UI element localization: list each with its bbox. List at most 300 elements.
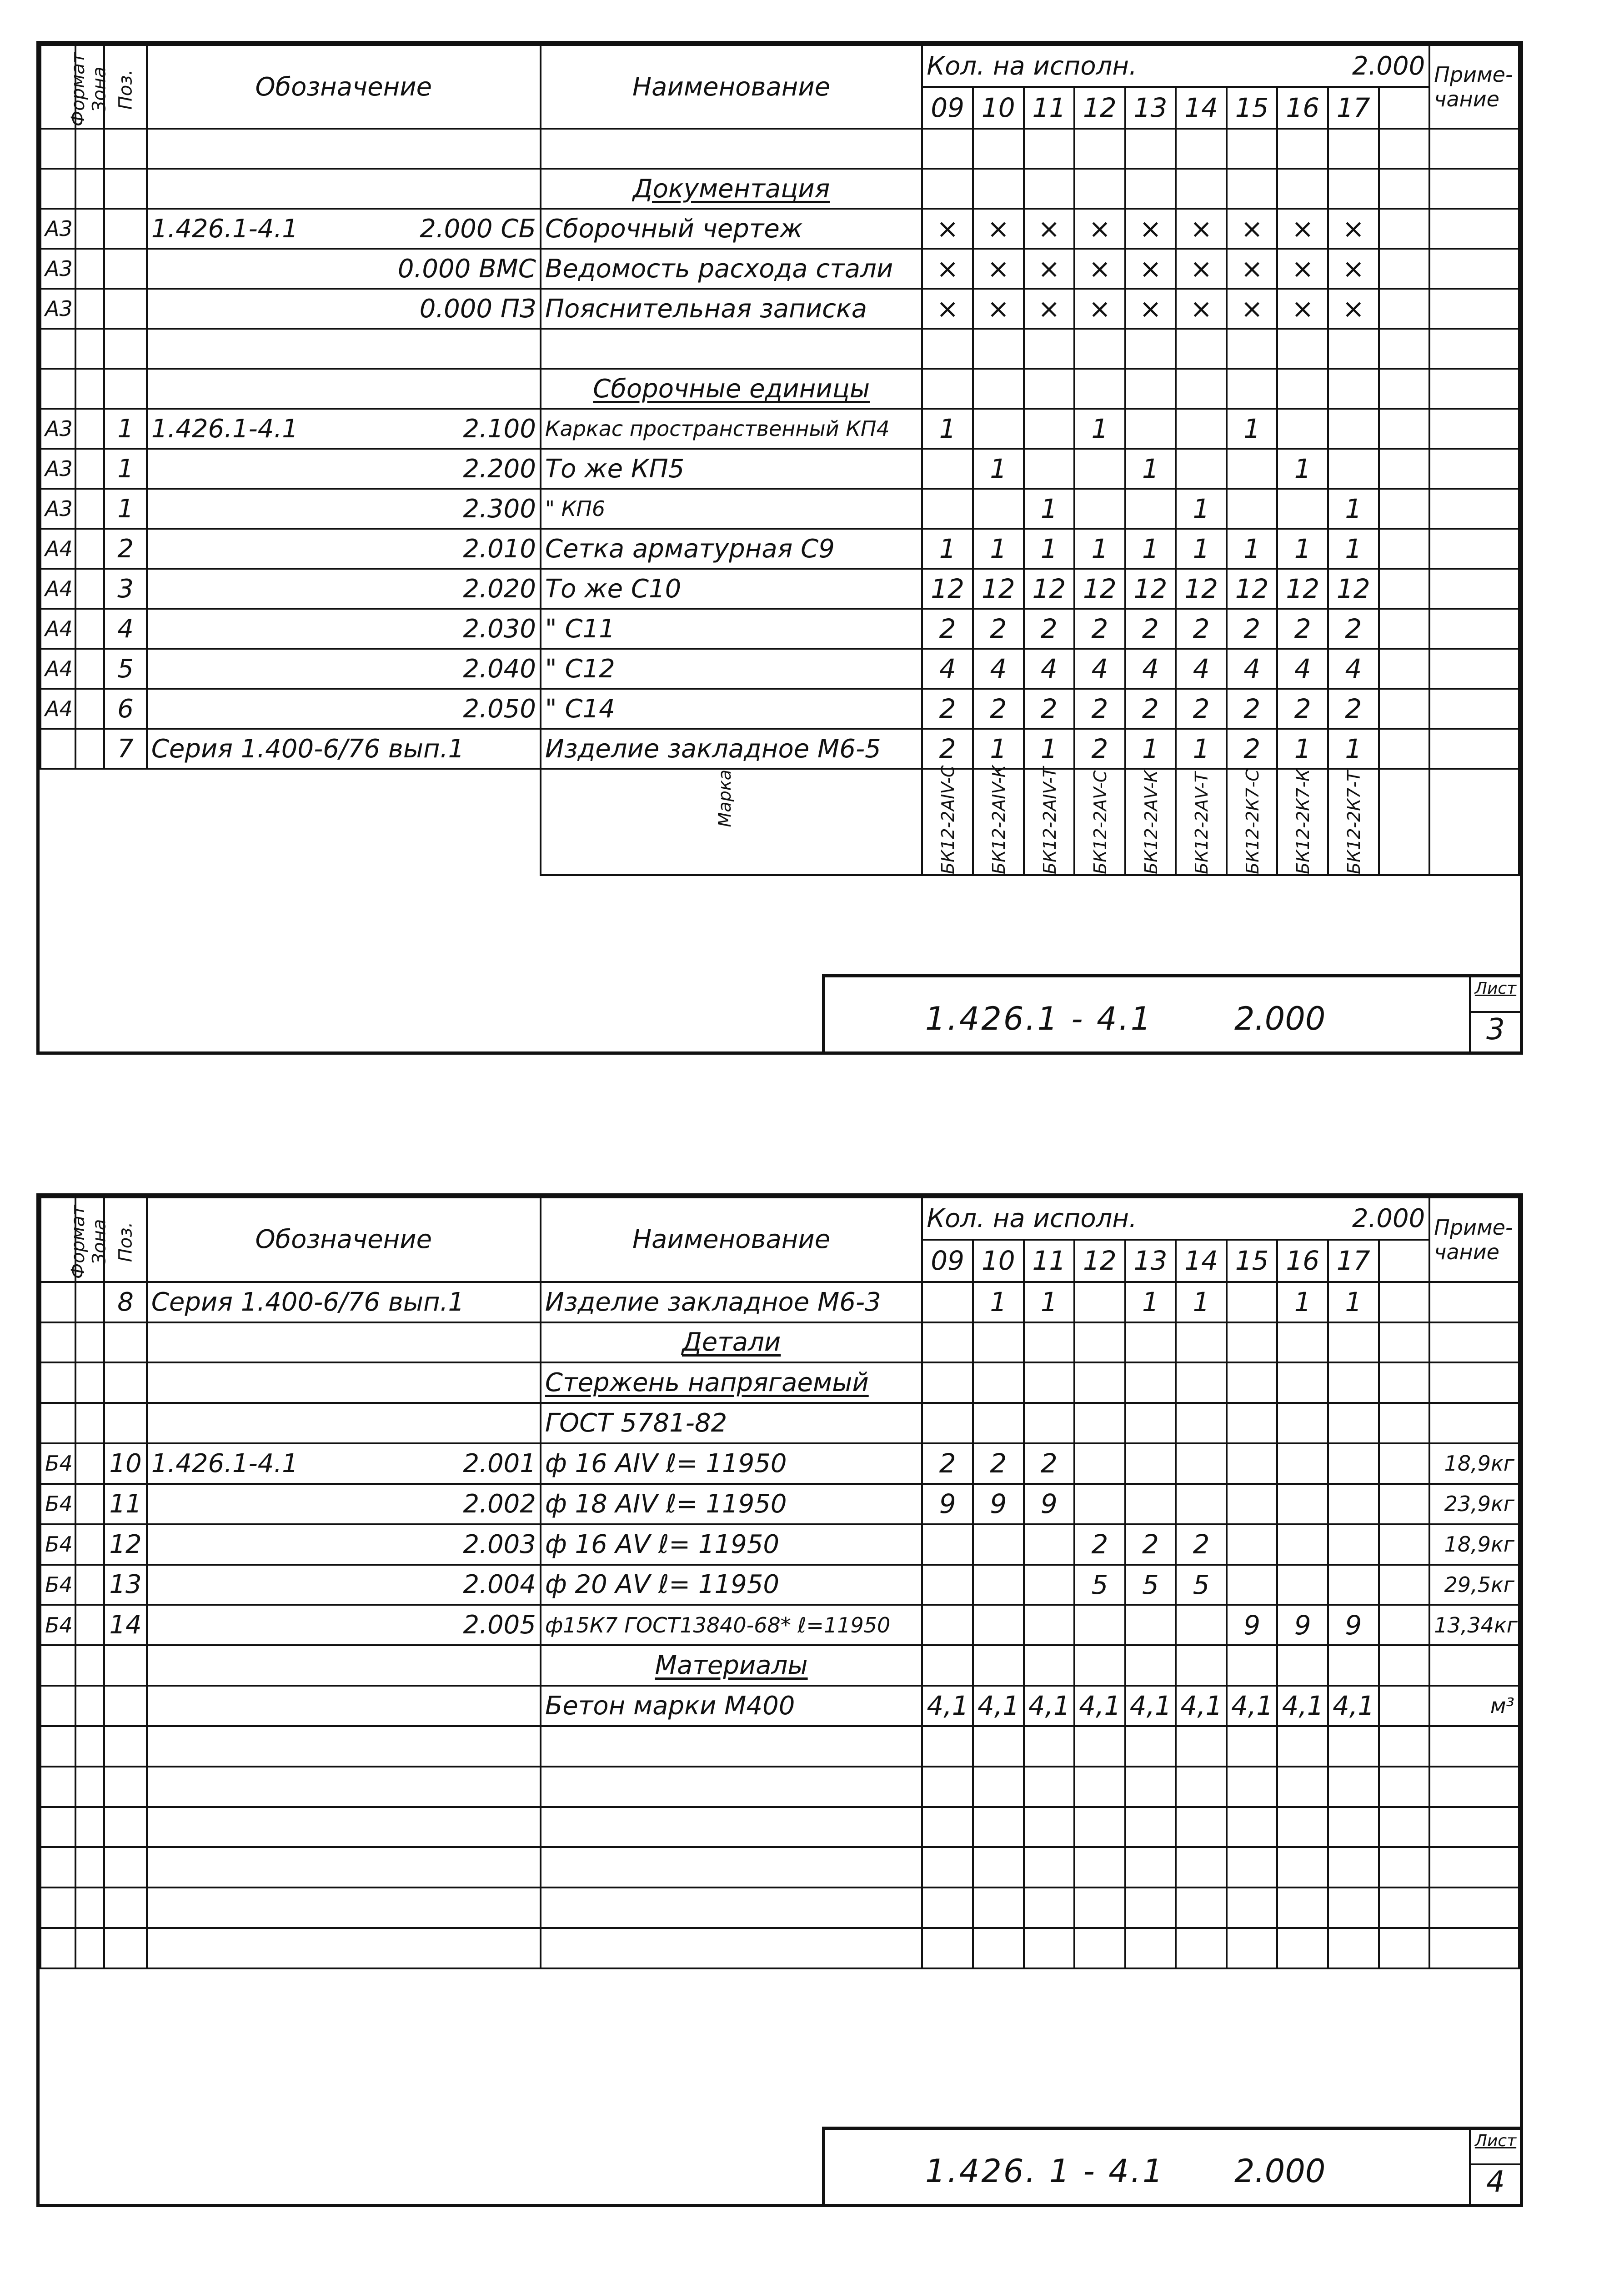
- header-qty-version: 2.000: [1352, 51, 1425, 81]
- qty-cell: ×: [922, 249, 973, 289]
- qty-cell: [1125, 169, 1176, 209]
- qty-cell: [1074, 1362, 1125, 1403]
- qty-cell: [1024, 1605, 1075, 1645]
- sheet-number: 3: [1471, 1011, 1520, 1087]
- designation-suffix: 0.000 ВМС: [397, 254, 536, 284]
- table-row: [40, 1847, 1519, 1887]
- marks-label-cell: [541, 769, 922, 875]
- qty-cell: 9: [1328, 1605, 1379, 1645]
- designation-suffix: 2.004: [463, 1570, 536, 1600]
- designation-cell: [147, 1322, 541, 1363]
- qty-cell: [1379, 129, 1430, 169]
- name-cell: Бетон марки М400: [541, 1686, 922, 1726]
- table-row: [40, 169, 1519, 209]
- format-cell: А3: [40, 289, 75, 329]
- qty-cell: 2: [1328, 689, 1379, 729]
- qty-cell: 1: [973, 529, 1024, 569]
- header-name: Наименование: [541, 1197, 922, 1282]
- qty-cell: [1074, 1887, 1125, 1928]
- qty-cell: ×: [1125, 209, 1176, 249]
- qty-cell: 12: [1074, 569, 1125, 609]
- name-cell: Стержень напрягаемый: [541, 1362, 922, 1403]
- format-cell: [40, 1322, 75, 1363]
- mark-cell: [1277, 769, 1328, 875]
- qty-cell: 5: [1074, 1565, 1125, 1605]
- qty-cell: [1379, 1524, 1430, 1565]
- qty-cell: [1328, 169, 1379, 209]
- sheet-number-box: [1469, 2130, 1520, 2204]
- header-format: [40, 45, 89, 129]
- qty-cell: [1227, 1847, 1278, 1887]
- mark-cell: [1227, 769, 1278, 875]
- qty-cell: [922, 1403, 973, 1443]
- table-row: [40, 569, 1519, 609]
- pos-cell: [104, 1887, 147, 1928]
- name-cell: Материалы: [541, 1645, 922, 1686]
- designation-cell: [147, 449, 541, 489]
- qty-cell: [922, 1807, 973, 1847]
- designation-cell: [147, 1887, 541, 1928]
- qty-cell: [922, 1322, 973, 1363]
- designation-cell: [147, 1565, 541, 1605]
- qty-cell: [1277, 329, 1328, 369]
- qty-cell: 2: [922, 729, 973, 769]
- qty-cell: [1277, 1767, 1328, 1807]
- format-cell: Б4: [40, 1565, 75, 1605]
- qty-cell: [922, 329, 973, 369]
- qty-cell: [973, 1807, 1024, 1847]
- qty-cell: [973, 409, 1024, 449]
- qty-cell: [1328, 1726, 1379, 1767]
- format-cell: [40, 1726, 75, 1767]
- designation-cell: [147, 729, 541, 769]
- zone-cell: [75, 649, 105, 689]
- designation-cell: [147, 689, 541, 729]
- pos-cell: 2: [104, 529, 147, 569]
- qty-cell: [1024, 1847, 1075, 1887]
- qty-cell: 9: [973, 1484, 1024, 1524]
- qty-cell: [1328, 1565, 1379, 1605]
- document-code: 1.426. 1 - 4.1: [925, 2153, 1165, 2190]
- format-cell: [40, 369, 75, 409]
- header-execution: 15: [1227, 87, 1278, 129]
- qty-cell: [1227, 169, 1278, 209]
- header-pos-text: Поз.: [115, 69, 136, 110]
- qty-cell: [1074, 1605, 1125, 1645]
- remark-cell: 29,5кг: [1429, 1565, 1519, 1605]
- table-row: [40, 1524, 1519, 1565]
- qty-cell: [1277, 1443, 1328, 1484]
- designation-cell: [147, 1403, 541, 1443]
- name-cell: ф 16 АV ℓ= 11950: [541, 1524, 922, 1565]
- remark-cell: [1429, 609, 1519, 649]
- table-row: [40, 649, 1519, 689]
- qty-cell: [1379, 649, 1430, 689]
- qty-cell: [1277, 1928, 1328, 1968]
- zone-cell: [75, 1322, 105, 1363]
- mark-label: БК12-2АV-К: [1141, 770, 1161, 874]
- qty-cell: [1328, 1443, 1379, 1484]
- qty-cell: [922, 1565, 973, 1605]
- qty-cell: [922, 1726, 973, 1767]
- sheet-number-box: [1469, 977, 1520, 1051]
- qty-cell: [1024, 1645, 1075, 1686]
- qty-cell: 1: [1024, 529, 1075, 569]
- qty-cell: 1: [1125, 529, 1176, 569]
- qty-cell: 4: [1074, 649, 1125, 689]
- qty-cell: [1277, 1565, 1328, 1605]
- qty-cell: [1024, 409, 1075, 449]
- zone-cell: [75, 529, 105, 569]
- qty-cell: [1328, 1403, 1379, 1443]
- remark-cell: [1429, 129, 1519, 169]
- qty-cell: 4: [1328, 649, 1379, 689]
- name-cell: Изделие закладное М6-5: [541, 729, 922, 769]
- pos-cell: [104, 369, 147, 409]
- qty-cell: [973, 1403, 1024, 1443]
- qty-cell: [1328, 1767, 1379, 1807]
- qty-cell: [1176, 1322, 1227, 1363]
- qty-cell: [1379, 1362, 1430, 1403]
- remark-cell: [1429, 1322, 1519, 1363]
- qty-cell: [1024, 1928, 1075, 1968]
- qty-cell: ×: [973, 249, 1024, 289]
- format-cell: [40, 1362, 75, 1403]
- name-cell: [541, 1726, 922, 1767]
- remark-cell: [1429, 1887, 1519, 1928]
- name-cell: ф15К7 ГОСТ13840-68* ℓ=11950: [541, 1605, 922, 1645]
- qty-cell: [1074, 1726, 1125, 1767]
- qty-cell: 1: [1125, 729, 1176, 769]
- mark-label: БК12-2АV-С: [1090, 770, 1111, 874]
- zone-cell: [75, 1605, 105, 1645]
- table-row: [40, 1726, 1519, 1767]
- qty-cell: [1227, 329, 1278, 369]
- qty-cell: [1227, 449, 1278, 489]
- table-row: [40, 1565, 1519, 1605]
- qty-cell: 4: [1227, 649, 1278, 689]
- format-cell: А3: [40, 449, 75, 489]
- mark-label: БК12-2АIV-С: [938, 765, 958, 874]
- qty-cell: [1074, 1767, 1125, 1807]
- zone-cell: [75, 169, 105, 209]
- qty-cell: 1: [1277, 529, 1328, 569]
- qty-cell: [1328, 1524, 1379, 1565]
- designation-suffix: 0.000 ПЗ: [419, 294, 536, 324]
- qty-cell: [1227, 489, 1278, 529]
- mark-cell: [922, 765, 973, 875]
- pos-cell: [104, 1847, 147, 1887]
- remark-cell: [1429, 649, 1519, 689]
- format-cell: А3: [40, 409, 75, 449]
- qty-cell: 12: [1024, 569, 1075, 609]
- header-execution: 12: [1074, 1240, 1125, 1282]
- qty-cell: [1125, 1928, 1176, 1968]
- qty-cell: 4: [922, 649, 973, 689]
- header-format-text: Формат: [68, 1205, 89, 1279]
- qty-cell: [1379, 209, 1430, 249]
- pos-cell: 12: [104, 1524, 147, 1565]
- qty-cell: 12: [1227, 569, 1278, 609]
- remark-cell: [1429, 529, 1519, 569]
- qty-cell: 4: [1277, 649, 1328, 689]
- qty-cell: 2: [1176, 689, 1227, 729]
- qty-cell: [1176, 1403, 1227, 1443]
- format-cell: [40, 1645, 75, 1686]
- qty-cell: [1328, 369, 1379, 409]
- qty-cell: [1176, 1928, 1227, 1968]
- qty-cell: [1125, 1403, 1176, 1443]
- zone-cell: [75, 1565, 105, 1605]
- qty-cell: 1: [973, 449, 1024, 489]
- qty-cell: ×: [1277, 209, 1328, 249]
- mark-cell: [1176, 769, 1227, 875]
- qty-cell: [1328, 409, 1379, 449]
- designation-cell: [147, 649, 541, 689]
- name-cell: То же С10: [541, 569, 922, 609]
- designation-cell: [147, 1686, 541, 1726]
- qty-cell: [1379, 169, 1430, 209]
- pos-cell: 4: [104, 609, 147, 649]
- mark-label: БК12-2К7-К: [1293, 769, 1313, 874]
- pos-cell: 14: [104, 1605, 147, 1645]
- qty-cell: 1: [1024, 729, 1075, 769]
- qty-cell: ×: [1277, 289, 1328, 329]
- zone-cell: [75, 1887, 105, 1928]
- table-row: [40, 1403, 1519, 1443]
- format-cell: А3: [40, 249, 75, 289]
- mark-label: БК12-2АV-Т: [1192, 772, 1212, 874]
- qty-cell: [973, 1322, 1024, 1363]
- qty-cell: [1328, 1484, 1379, 1524]
- name-cell: [541, 129, 922, 169]
- qty-cell: 12: [1328, 569, 1379, 609]
- qty-cell: [1024, 1403, 1075, 1443]
- zone-cell: [75, 1847, 105, 1887]
- pos-cell: 1: [104, 449, 147, 489]
- pos-cell: [104, 1767, 147, 1807]
- header-execution: 13: [1125, 87, 1176, 129]
- qty-cell: [1176, 169, 1227, 209]
- designation-suffix: 2.005: [463, 1610, 536, 1640]
- qty-cell: [1277, 1322, 1328, 1363]
- header-qty-title: Кол. на исполн.: [927, 51, 1137, 81]
- header-zone-text: Зона: [88, 66, 110, 112]
- header-execution: 11: [1024, 1240, 1075, 1282]
- qty-cell: [1379, 689, 1430, 729]
- zone-cell: [75, 729, 105, 769]
- qty-cell: [1277, 1887, 1328, 1928]
- qty-cell: [1328, 329, 1379, 369]
- document-version: 2.000: [1234, 2153, 1326, 2190]
- qty-cell: 1: [1176, 729, 1227, 769]
- qty-cell: 4,1: [1227, 1686, 1278, 1726]
- qty-cell: [1227, 369, 1278, 409]
- sheet-label: Лист: [1474, 2132, 1517, 2150]
- format-cell: Б4: [40, 1524, 75, 1565]
- qty-cell: [1379, 409, 1430, 449]
- designation-suffix: 2.000 СБ: [420, 214, 536, 244]
- qty-cell: [1328, 129, 1379, 169]
- qty-cell: [1125, 1443, 1176, 1484]
- designation-code: 1.426.1-4.1: [151, 1448, 298, 1478]
- designation-cell: [147, 329, 541, 369]
- header-execution: 16: [1277, 87, 1328, 129]
- qty-cell: 2: [1125, 1524, 1176, 1565]
- qty-cell: [1125, 1726, 1176, 1767]
- qty-cell: [922, 1524, 973, 1565]
- header-execution: 14: [1176, 87, 1227, 129]
- table-row: [40, 1686, 1519, 1726]
- qty-cell: [1379, 1484, 1430, 1524]
- qty-cell: 4,1: [1074, 1686, 1125, 1726]
- name-cell: [541, 1767, 922, 1807]
- qty-cell: [1379, 529, 1430, 569]
- format-cell: [40, 1686, 75, 1726]
- designation-code: Серия 1.400-6/76 вып.1: [151, 734, 465, 764]
- qty-cell: 1: [1024, 1282, 1075, 1322]
- qty-cell: [1125, 1887, 1176, 1928]
- spec-sheet-2: [36, 1193, 1523, 2207]
- sheet-label: Лист: [1474, 979, 1517, 998]
- format-cell: [40, 1887, 75, 1928]
- name-cell: " С14: [541, 689, 922, 729]
- table-row: [40, 529, 1519, 569]
- format-cell: [40, 329, 75, 369]
- remark-cell: [1429, 249, 1519, 289]
- designation-suffix: 2.020: [463, 574, 536, 604]
- table-row: [40, 1282, 1519, 1322]
- remark-cell: [1429, 329, 1519, 369]
- name-cell: ф 16 АIV ℓ= 11950: [541, 1443, 922, 1484]
- qty-cell: [1024, 1524, 1075, 1565]
- name-cell: [541, 1807, 922, 1847]
- pos-cell: 6: [104, 689, 147, 729]
- designation-code: Серия 1.400-6/76 вып.1: [151, 1287, 465, 1317]
- zone-cell: [75, 1282, 105, 1322]
- header-pos: [104, 1197, 147, 1282]
- header-execution: 12: [1074, 87, 1125, 129]
- header-name: Наименование: [541, 45, 922, 129]
- format-cell: А4: [40, 569, 75, 609]
- zone-cell: [75, 1767, 105, 1807]
- qty-cell: [973, 1847, 1024, 1887]
- qty-cell: [1176, 1645, 1227, 1686]
- qty-cell: 12: [922, 569, 973, 609]
- qty-cell: [1379, 1767, 1430, 1807]
- header-designation: Обозначение: [147, 45, 541, 129]
- qty-cell: [1176, 1443, 1227, 1484]
- qty-cell: 1: [1277, 1282, 1328, 1322]
- qty-cell: [1024, 129, 1075, 169]
- qty-cell: [1379, 569, 1430, 609]
- name-cell: Документация: [541, 169, 922, 209]
- table-row: [40, 1443, 1519, 1484]
- qty-cell: [1379, 1726, 1430, 1767]
- qty-cell: 4,1: [973, 1686, 1024, 1726]
- pos-cell: [104, 169, 147, 209]
- qty-cell: [1379, 369, 1430, 409]
- zone-cell: [75, 1686, 105, 1726]
- designation-suffix: 2.003: [463, 1529, 536, 1559]
- qty-cell: [1379, 1605, 1430, 1645]
- name-cell: То же КП5: [541, 449, 922, 489]
- name-cell: Каркас пространственный КП4: [541, 409, 922, 449]
- qty-cell: [973, 329, 1024, 369]
- qty-cell: 1: [1277, 729, 1328, 769]
- designation-cell: [147, 1605, 541, 1645]
- qty-cell: 4,1: [1125, 1686, 1176, 1726]
- qty-cell: 2: [922, 609, 973, 649]
- designation-code: 1.426.1-4.1: [151, 414, 298, 444]
- qty-cell: 9: [922, 1484, 973, 1524]
- qty-cell: [1024, 329, 1075, 369]
- remark-cell: [1429, 1282, 1519, 1322]
- header-qty: [922, 1197, 1429, 1240]
- qty-cell: 4,1: [1024, 1686, 1075, 1726]
- remark-cell: [1429, 1767, 1519, 1807]
- qty-cell: [1379, 489, 1430, 529]
- remark-cell: [1429, 1847, 1519, 1887]
- format-cell: [40, 1807, 75, 1847]
- designation-cell: [147, 169, 541, 209]
- designation-cell: [147, 1282, 541, 1322]
- qty-cell: 1: [1074, 529, 1125, 569]
- pos-cell: [104, 1645, 147, 1686]
- designation-cell: [147, 369, 541, 409]
- qty-cell: [1328, 1807, 1379, 1847]
- qty-cell: 9: [1024, 1484, 1075, 1524]
- qty-cell: 1: [1277, 449, 1328, 489]
- mark-cell: [1024, 766, 1075, 875]
- designation-suffix: 2.200: [463, 454, 536, 484]
- qty-cell: [1176, 1807, 1227, 1847]
- qty-cell: [1227, 1403, 1278, 1443]
- pos-cell: 10: [104, 1443, 147, 1484]
- designation-suffix: 2.030: [463, 614, 536, 644]
- zone-cell: [75, 489, 105, 529]
- qty-cell: [922, 1887, 973, 1928]
- qty-cell: [1074, 1443, 1125, 1484]
- qty-cell: 1: [1328, 729, 1379, 769]
- name-cell: " С11: [541, 609, 922, 649]
- pos-cell: 11: [104, 1484, 147, 1524]
- zone-cell: [75, 129, 105, 169]
- header-remark: Примечание: [1429, 45, 1519, 129]
- header-row-1: [40, 1197, 1519, 1240]
- remark-cell: 23,9кг: [1429, 1484, 1519, 1524]
- qty-cell: [1277, 169, 1328, 209]
- qty-cell: [1227, 1807, 1278, 1847]
- designation-cell: [147, 609, 541, 649]
- qty-cell: 1: [1176, 1282, 1227, 1322]
- qty-cell: [1176, 1726, 1227, 1767]
- qty-cell: 4: [1024, 649, 1075, 689]
- designation-suffix: 2.010: [463, 534, 536, 564]
- qty-cell: ×: [1074, 289, 1125, 329]
- qty-cell: [1125, 369, 1176, 409]
- qty-cell: [1328, 1645, 1379, 1686]
- qty-cell: [1074, 1484, 1125, 1524]
- designation-cell: [147, 1726, 541, 1767]
- qty-cell: [973, 1887, 1024, 1928]
- designation-suffix: 2.001: [463, 1448, 536, 1478]
- remark-cell: [1429, 729, 1519, 769]
- qty-cell: 1: [1176, 529, 1227, 569]
- header-qty-version: 2.000: [1352, 1203, 1425, 1233]
- spec-sheet-1: [36, 41, 1523, 1055]
- qty-cell: 12: [1125, 569, 1176, 609]
